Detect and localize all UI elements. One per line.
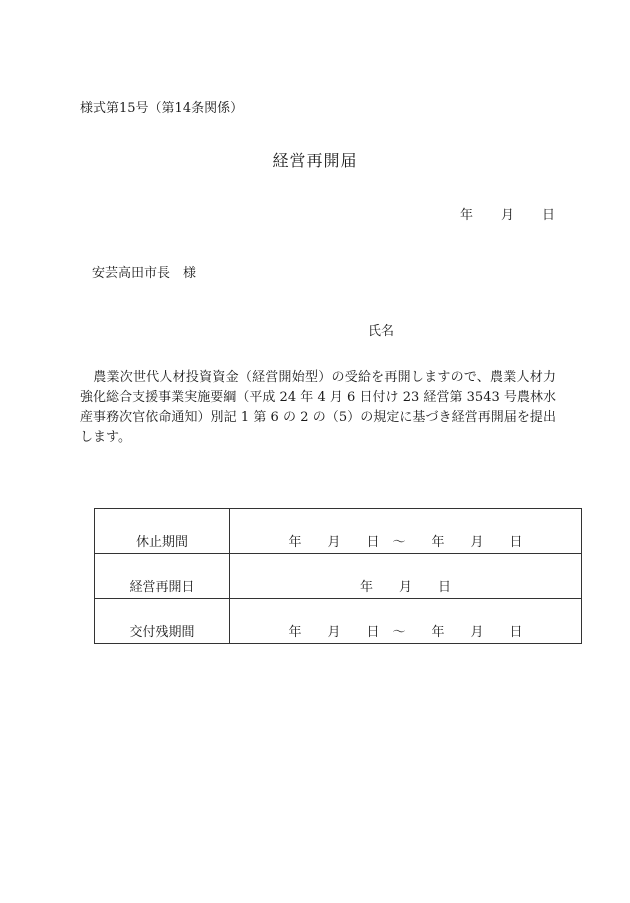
remaining-period-value: 年 月 日 ～ 年 月 日 [230,599,582,644]
document-title: 経営再開届 [272,151,358,170]
date-year-unit: 年 [460,208,474,223]
table-row-remaining-period [95,599,582,644]
body-paragraph: 農業次世代人材投資資金（経営開始型）の受給を再開しますので、農業人材力強化総合支援事業実施要綱（平成 24 年 4 月 6 日付け 23 経営第 3543 号農林水産事務次官依命通知）別記 1 第 6 の 2 の（5）の規定に基づき経営再開届を提出します。 [80,370,556,445]
remaining-period-label: 交付残期間 [95,599,230,644]
suspension-period-label: 休止期間 [95,509,230,554]
resumption-date-label: 経営再開日 [95,554,230,599]
submission-date [460,204,555,223]
period-table [94,508,582,644]
form-number: 様式第15号（第14条関係） [80,101,244,116]
applicant-name-label: 氏名 [368,324,395,339]
table-row-suspension-period [95,509,582,554]
date-day-unit: 日 [542,208,556,223]
suspension-period-value: 年 月 日 ～ 年 月 日 [230,509,582,554]
resumption-date-value: 年 月 日 [230,554,582,599]
date-month-unit: 月 [501,208,515,223]
addressee: 安芸高田市長 様 [92,266,197,281]
table-row-resumption-date [95,554,582,599]
